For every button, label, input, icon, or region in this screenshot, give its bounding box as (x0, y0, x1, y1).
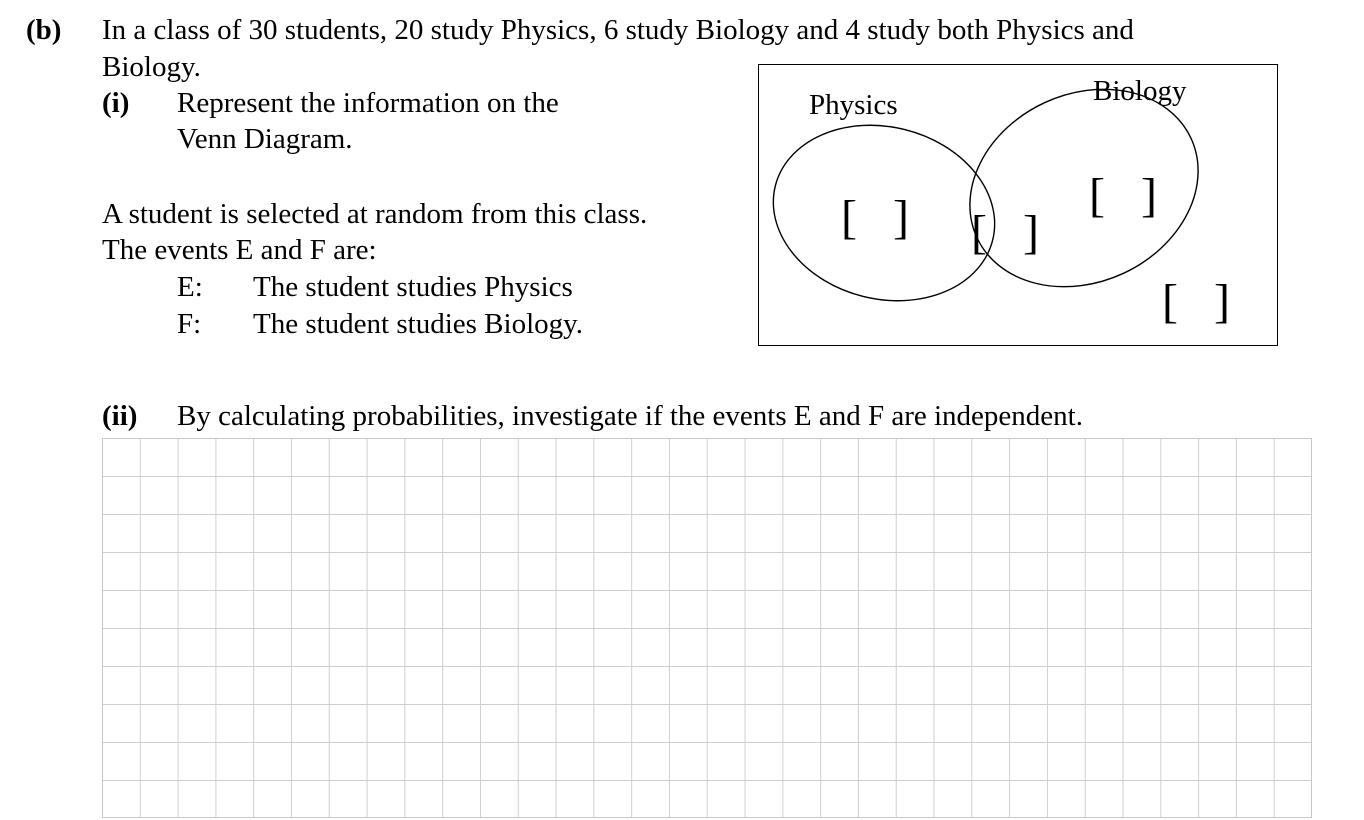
venn-canvas (759, 65, 1279, 347)
sub-i-line-1: Represent the information on the (177, 87, 559, 119)
selection-line-1: A student is selected at random from this class. (102, 198, 648, 230)
event-f-text: The student studies Biology. (253, 308, 583, 340)
intersection-placeholder[interactable]: [ ] (971, 206, 1039, 259)
venn-diagram (758, 64, 1278, 346)
event-e-text: The student studies Physics (253, 271, 573, 303)
selection-line-2: The events E and F are: (102, 234, 377, 266)
part-label: (b) (26, 14, 62, 46)
physics-only-placeholder[interactable]: [ ] (841, 191, 909, 244)
sub-ii-label: (ii) (102, 400, 138, 432)
biology-only-placeholder[interactable]: [ ] (1089, 169, 1157, 222)
sub-i-label: (i) (102, 87, 130, 119)
physics-label: Physics (809, 89, 898, 121)
answer-grid[interactable] (102, 438, 1312, 818)
sub-i-line-2: Venn Diagram. (177, 123, 353, 155)
event-f-label: F: (177, 308, 202, 340)
outside-placeholder[interactable]: [ ] (1162, 275, 1230, 328)
sub-ii-text: By calculating probabilities, investigate if the events E and F are independent. (177, 400, 1083, 432)
event-e-label: E: (177, 271, 203, 303)
biology-label: Biology (1093, 75, 1187, 107)
intro-line-1: In a class of 30 students, 20 study Physics, 6 study Biology and 4 study both Physics and (102, 14, 1134, 46)
intro-line-2: Biology. (102, 51, 201, 83)
